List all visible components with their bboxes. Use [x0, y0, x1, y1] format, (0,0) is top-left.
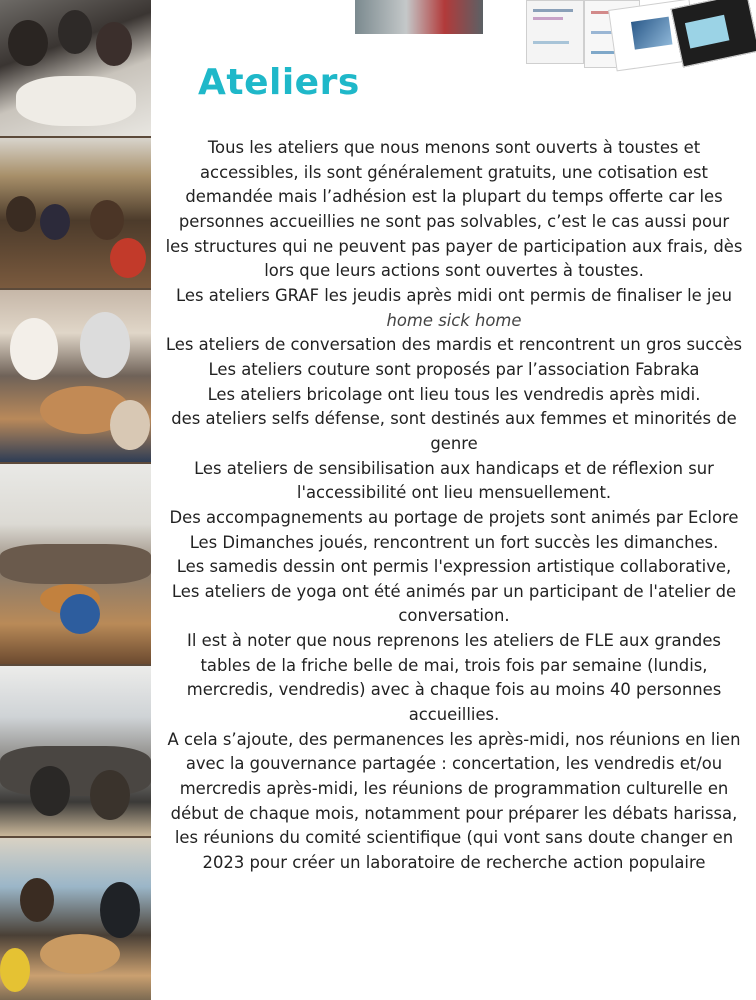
- workshop-photo-4: [0, 464, 151, 664]
- page-title: Ateliers: [198, 62, 360, 103]
- intro-paragraph: Tous les ateliers que nous menons sont ouverts à toustes et accessibles, ils sont généralement gratuits, une cotisation est demandée mais l’adhésion est la plupart du temps offerte car les personnes accueillies ne sont pas solvables, c’est le cas aussi pour les structures qui ne peuvent pas payer de participation aux frais, dès lors que leurs actions sont ouvertes à toustes.: [165, 138, 743, 281]
- flyer-1: [526, 0, 584, 64]
- diy-workshop-text: Les ateliers bricolage ont lieu tous les vendredis après midi.: [207, 384, 701, 404]
- photo-strip: [0, 0, 151, 1000]
- sewing-workshop-text: Les ateliers couture sont proposés par l’association Fabraka: [208, 359, 700, 379]
- workshop-photo-2: [0, 138, 151, 288]
- graf-workshop-text: Les ateliers GRAF les jeudis après midi ont permis de finaliser le jeu home sick home: [176, 285, 732, 330]
- workshop-photo-6: [0, 838, 151, 1000]
- project-support-text: Des accompagnements au portage de projets sont animés par Eclore: [169, 507, 739, 527]
- drawing-saturdays-text: Les samedis dessin ont permis l'expression artistique collaborative,: [176, 557, 732, 577]
- workshops-description: [165, 136, 743, 876]
- governance-meetings-text: A cela s’ajoute, des permanences les après-midi, nos réunions en lien avec la gouvernance partagée : concertation, les vendredis et/ou mercredis après-midi, les réunions de programmation culturelle en début de chaque mois, notamment pour préparer les débats harissa, les réunions du comité scientifique (qui vont sans doute changer en 2023 pour créer un laboratoire de recherche action populaire: [167, 729, 741, 873]
- game-title: home sick home: [386, 310, 522, 330]
- workshop-photo-5: [0, 666, 151, 836]
- flyer-4: [671, 0, 756, 67]
- fle-workshop-text: Il est à noter que nous reprenons les ateliers de FLE aux grandes tables de la friche belle de mai, trois fois par semaine (lundis, mercredis, vendredis) avec à chaque fois au moins 40 personnes accueillies.: [186, 631, 722, 725]
- disability-awareness-text: Les ateliers de sensibilisation aux handicaps et de réflexion sur l'accessibilité ont lieu mensuellement.: [194, 458, 714, 503]
- top-photo-thumbnail: [355, 0, 483, 34]
- yoga-workshop-text: Les ateliers de yoga ont été animés par un participant de l'atelier de conversation.: [171, 581, 737, 626]
- conversation-workshop-text: Les ateliers de conversation des mardis et rencontrent un gros succès: [165, 335, 743, 355]
- self-defense-workshop-text: des ateliers selfs défense, sont destinés aux femmes et minorités de genre: [171, 409, 737, 453]
- workshop-photo-3: [0, 290, 151, 462]
- sundays-played-text: Les Dimanches joués, rencontrent un fort succès les dimanches.: [189, 532, 719, 552]
- workshop-photo-1: [0, 0, 151, 136]
- flyer-collage: [520, 0, 756, 76]
